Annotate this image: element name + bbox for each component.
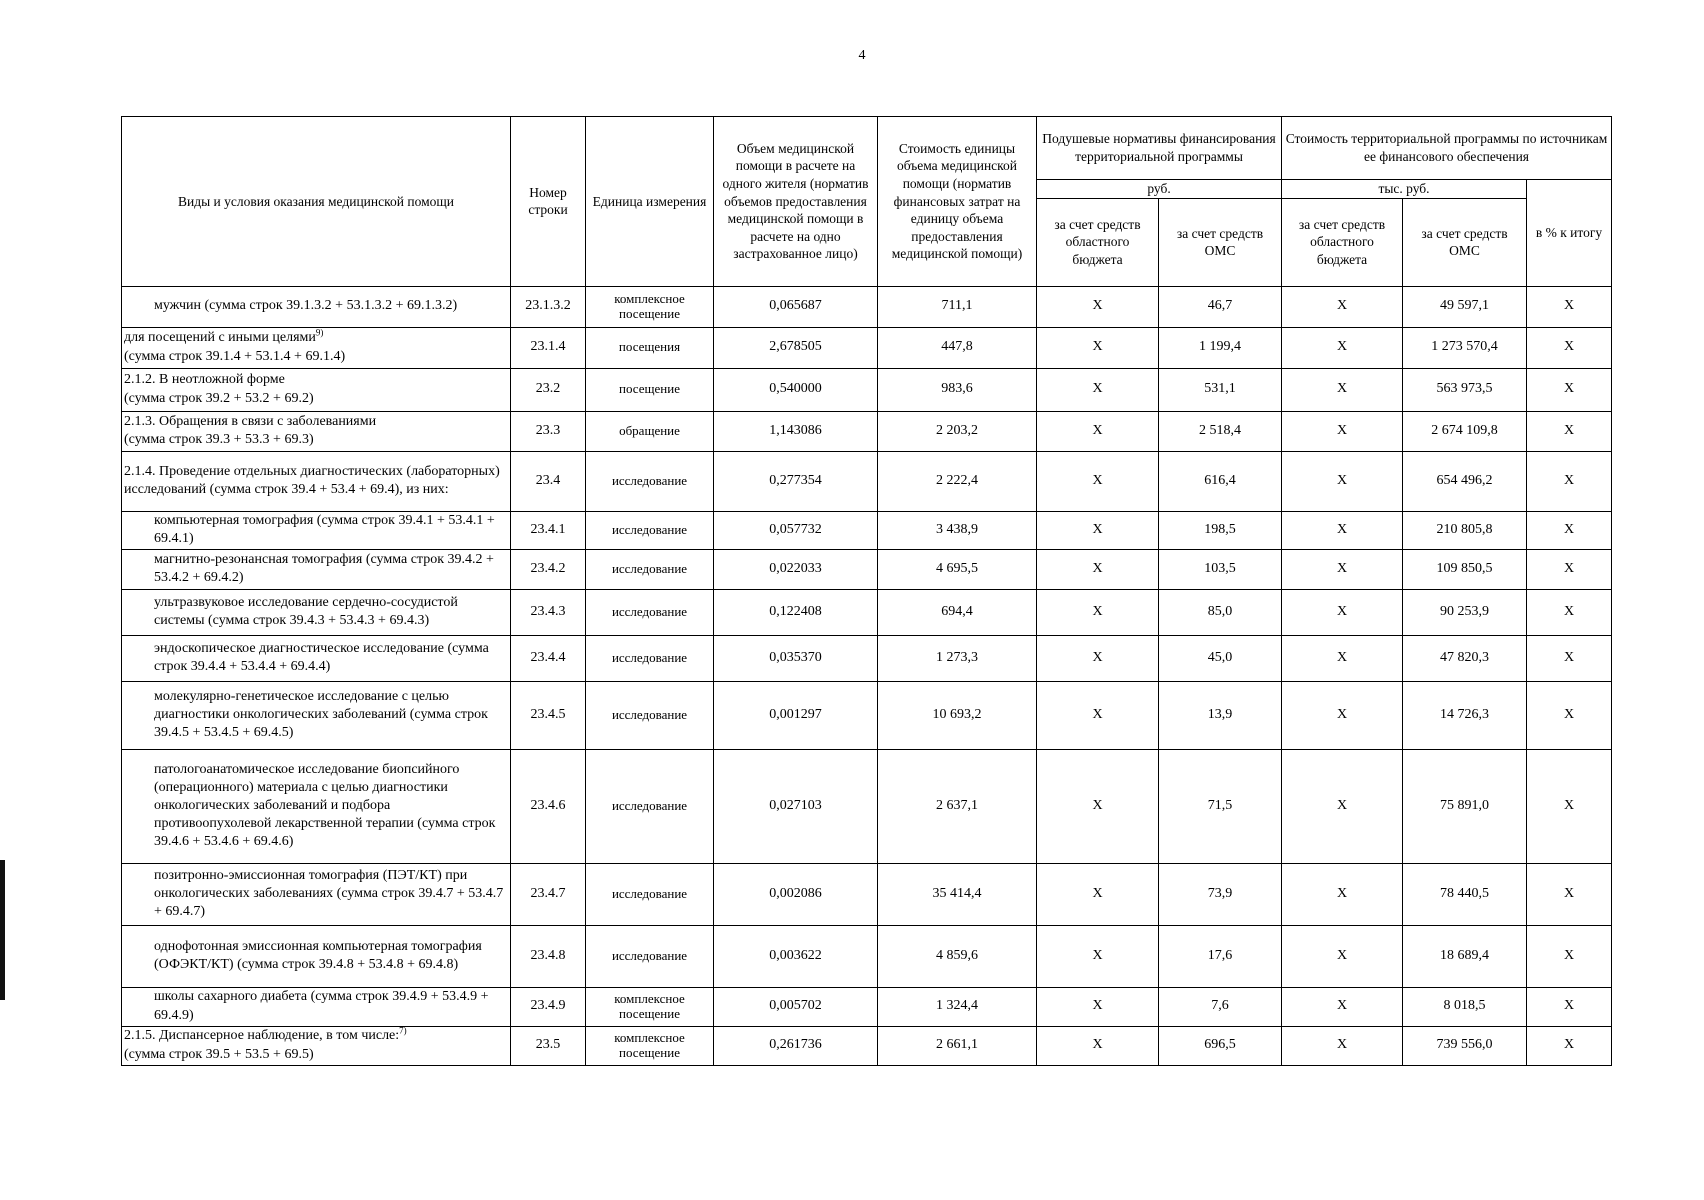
row-tp-oms: 75 891,0	[1403, 749, 1527, 863]
row-pc-oms: 13,9	[1159, 681, 1282, 749]
row-cost: 2 637,1	[878, 749, 1037, 863]
row-pct: X	[1527, 511, 1612, 549]
row-name	[122, 411, 511, 451]
row-unit: исследование	[586, 635, 714, 681]
row-pc-oms: 2 518,4	[1159, 411, 1282, 451]
row-number: 23.4.2	[511, 549, 586, 589]
row-unit: обращение	[586, 411, 714, 451]
row-volume: 0,540000	[714, 368, 878, 411]
row-number: 23.1.4	[511, 327, 586, 368]
row-name-formula: (сумма строк 39.5 + 53.5 + 69.5)	[124, 1046, 314, 1062]
row-name: компьютерная томография (сумма строк 39.4.1 + 53.4.1 + 69.4.1)	[122, 511, 511, 549]
row-tp-budget: X	[1282, 549, 1403, 589]
row-pc-budget: X	[1037, 286, 1159, 327]
row-volume: 0,022033	[714, 549, 878, 589]
row-pc-oms: 17,6	[1159, 925, 1282, 987]
row-volume: 0,122408	[714, 589, 878, 635]
row-unit: исследование	[586, 549, 714, 589]
row-number: 23.2	[511, 368, 586, 411]
row-pct: X	[1527, 749, 1612, 863]
row-tp-budget: X	[1282, 589, 1403, 635]
row-number: 23.4.4	[511, 635, 586, 681]
row-cost: 3 438,9	[878, 511, 1037, 549]
row-name: магнитно-резонансная томография (сумма строк 39.4.2 + 53.4.2 + 69.4.2)	[122, 549, 511, 589]
row-tp-oms: 1 273 570,4	[1403, 327, 1527, 368]
header-tp-regional-budget: за счет средств областного бюджета	[1282, 198, 1403, 286]
row-cost: 35 414,4	[878, 863, 1037, 925]
row-volume: 0,057732	[714, 511, 878, 549]
financing-table	[121, 116, 1612, 1066]
row-name: позитронно-эмиссионная томография (ПЭТ/КТ) при онкологических заболеваниях (сумма строк 39.4.7 + 53.4.7 + 69.4.7)	[122, 863, 511, 925]
header-per-capita-currency: руб.	[1037, 180, 1282, 199]
row-tp-oms: 8 018,5	[1403, 987, 1527, 1026]
row-pc-budget: X	[1037, 635, 1159, 681]
row-volume: 0,027103	[714, 749, 878, 863]
row-pc-budget: X	[1037, 589, 1159, 635]
table-header	[122, 117, 1612, 287]
row-pct: X	[1527, 987, 1612, 1026]
row-number: 23.4.7	[511, 863, 586, 925]
header-kind: Виды и условия оказания медицинской помощи	[122, 117, 511, 287]
row-tp-budget: X	[1282, 368, 1403, 411]
row-pct: X	[1527, 327, 1612, 368]
row-number: 23.4.8	[511, 925, 586, 987]
row-pc-budget: X	[1037, 451, 1159, 511]
row-name-text: 2.1.3. Обращения в связи с заболеваниями	[124, 413, 377, 429]
row-tp-budget: X	[1282, 635, 1403, 681]
row-volume: 2,678505	[714, 327, 878, 368]
row-number: 23.4.6	[511, 749, 586, 863]
row-volume: 0,065687	[714, 286, 878, 327]
row-volume: 0,003622	[714, 925, 878, 987]
header-pc-oms: за счет средств ОМС	[1159, 198, 1282, 286]
row-pc-budget: X	[1037, 368, 1159, 411]
table-row	[122, 925, 1612, 987]
row-pc-budget: X	[1037, 925, 1159, 987]
row-unit: посещения	[586, 327, 714, 368]
row-pct: X	[1527, 286, 1612, 327]
row-cost: 1 324,4	[878, 987, 1037, 1026]
row-tp-oms: 2 674 109,8	[1403, 411, 1527, 451]
row-volume: 0,001297	[714, 681, 878, 749]
row-unit: исследование	[586, 451, 714, 511]
row-unit: исследование	[586, 589, 714, 635]
header-row-number: Номер строки	[511, 117, 586, 287]
row-volume: 0,005702	[714, 987, 878, 1026]
row-pct: X	[1527, 863, 1612, 925]
row-cost: 1 273,3	[878, 635, 1037, 681]
row-cost: 4 695,5	[878, 549, 1037, 589]
row-pc-budget: X	[1037, 511, 1159, 549]
row-cost: 711,1	[878, 286, 1037, 327]
scan-edge-mark	[0, 860, 5, 1000]
row-pc-budget: X	[1037, 549, 1159, 589]
row-tp-oms: 14 726,3	[1403, 681, 1527, 749]
table-row	[122, 635, 1612, 681]
header-tp-oms: за счет средств ОМС	[1403, 198, 1527, 286]
header-per-capita: Подушевые нормативы финансирования территориальной программы	[1037, 117, 1282, 180]
table-row	[122, 749, 1612, 863]
row-number: 23.1.3.2	[511, 286, 586, 327]
row-pct: X	[1527, 925, 1612, 987]
row-cost: 983,6	[878, 368, 1037, 411]
row-unit: исследование	[586, 681, 714, 749]
row-volume: 0,277354	[714, 451, 878, 511]
row-cost: 2 661,1	[878, 1026, 1037, 1065]
row-pct: X	[1527, 635, 1612, 681]
row-number: 23.4.9	[511, 987, 586, 1026]
row-number: 23.4	[511, 451, 586, 511]
row-name-text: 2.1.2. В неотложной форме	[124, 372, 285, 388]
footnote-mark: 9)	[315, 327, 324, 338]
row-unit: исследование	[586, 925, 714, 987]
row-pc-oms: 1 199,4	[1159, 327, 1282, 368]
table-row	[122, 1026, 1612, 1065]
row-tp-budget: X	[1282, 327, 1403, 368]
header-unit-cost: Стоимость единицы объема медицинской помощи (норматив финансовых затрат на единицу объема предоставления медицинской помощи)	[878, 117, 1037, 287]
row-pc-oms: 46,7	[1159, 286, 1282, 327]
row-name: мужчин (сумма строк 39.1.3.2 + 53.1.3.2 + 69.1.3.2)	[122, 286, 511, 327]
row-tp-budget: X	[1282, 451, 1403, 511]
row-name: эндоскопическое диагностическое исследование (сумма строк 39.4.4 + 53.4.4 + 69.4.4)	[122, 635, 511, 681]
row-tp-oms: 49 597,1	[1403, 286, 1527, 327]
row-tp-budget: X	[1282, 863, 1403, 925]
table-row	[122, 511, 1612, 549]
row-volume: 0,035370	[714, 635, 878, 681]
row-tp-oms: 739 556,0	[1403, 1026, 1527, 1065]
table-row	[122, 368, 1612, 411]
row-name: ультразвуковое исследование сердечно-сосудистой системы (сумма строк 39.4.3 + 53.4.3 + 69.4.3)	[122, 589, 511, 635]
header-program-cost-currency: тыс. руб.	[1282, 180, 1527, 199]
row-tp-oms: 654 496,2	[1403, 451, 1527, 511]
row-pc-oms: 198,5	[1159, 511, 1282, 549]
row-tp-oms: 78 440,5	[1403, 863, 1527, 925]
row-cost: 2 222,4	[878, 451, 1037, 511]
row-name-formula: (сумма строк 39.2 + 53.2 + 69.2)	[124, 390, 314, 406]
row-tp-oms: 90 253,9	[1403, 589, 1527, 635]
header-volume: Объем медицинской помощи в расчете на одного жителя (норматив объемов предоставления медицинской помощи в расчете на одно застрахованное лицо)	[714, 117, 878, 287]
row-name: школы сахарного диабета (сумма строк 39.4.9 + 53.4.9 + 69.4.9)	[122, 987, 511, 1026]
row-cost: 10 693,2	[878, 681, 1037, 749]
row-tp-oms: 210 805,8	[1403, 511, 1527, 549]
header-program-cost: Стоимость территориальной программы по источникам ее финансового обеспечения	[1282, 117, 1612, 180]
row-tp-budget: X	[1282, 286, 1403, 327]
row-unit: исследование	[586, 863, 714, 925]
row-cost: 4 859,6	[878, 925, 1037, 987]
header-pc-regional-budget: за счет средств областного бюджета	[1037, 198, 1159, 286]
row-number: 23.4.5	[511, 681, 586, 749]
row-name: однофотонная эмиссионная компьютерная томография (ОФЭКТ/КТ) (сумма строк 39.4.8 + 53.4.8 + 69.4.8)	[122, 925, 511, 987]
row-unit: посещение	[586, 368, 714, 411]
row-unit: исследование	[586, 749, 714, 863]
row-number: 23.4.1	[511, 511, 586, 549]
row-pc-oms: 73,9	[1159, 863, 1282, 925]
row-name-text: для посещений с иными целями	[124, 330, 316, 346]
row-number: 23.4.3	[511, 589, 586, 635]
footnote-mark: 7)	[399, 1026, 407, 1036]
row-cost: 447,8	[878, 327, 1037, 368]
row-unit: комплексное посещение	[586, 286, 714, 327]
table-row	[122, 589, 1612, 635]
row-number: 23.3	[511, 411, 586, 451]
header-percent-total: в % к итогу	[1527, 180, 1612, 287]
row-tp-budget: X	[1282, 749, 1403, 863]
row-pc-oms: 696,5	[1159, 1026, 1282, 1065]
row-pct: X	[1527, 549, 1612, 589]
row-pct: X	[1527, 681, 1612, 749]
row-tp-budget: X	[1282, 681, 1403, 749]
table-row	[122, 549, 1612, 589]
row-tp-budget: X	[1282, 411, 1403, 451]
row-volume: 1,143086	[714, 411, 878, 451]
table-row	[122, 681, 1612, 749]
row-pc-budget: X	[1037, 987, 1159, 1026]
row-tp-oms: 563 973,5	[1403, 368, 1527, 411]
page-number: 4	[858, 48, 866, 63]
row-unit: исследование	[586, 511, 714, 549]
row-volume: 0,261736	[714, 1026, 878, 1065]
row-pc-oms: 616,4	[1159, 451, 1282, 511]
row-pc-budget: X	[1037, 863, 1159, 925]
row-tp-budget: X	[1282, 925, 1403, 987]
row-tp-oms: 18 689,4	[1403, 925, 1527, 987]
row-name	[122, 327, 511, 368]
row-number: 23.5	[511, 1026, 586, 1065]
row-cost: 2 203,2	[878, 411, 1037, 451]
row-volume: 0,002086	[714, 863, 878, 925]
row-pc-oms: 85,0	[1159, 589, 1282, 635]
table-row	[122, 286, 1612, 327]
table-row	[122, 327, 1612, 368]
row-pc-budget: X	[1037, 681, 1159, 749]
row-name: молекулярно-генетическое исследование с целью диагностики онкологических заболеваний (сумма строк 39.4.5 + 53.4.5 + 69.4.5)	[122, 681, 511, 749]
table-body	[122, 286, 1612, 1065]
row-pc-oms: 45,0	[1159, 635, 1282, 681]
row-tp-oms: 47 820,3	[1403, 635, 1527, 681]
row-unit: комплексное посещение	[586, 987, 714, 1026]
table-row	[122, 411, 1612, 451]
row-pct: X	[1527, 1026, 1612, 1065]
table-row	[122, 451, 1612, 511]
row-name-formula: (сумма строк 39.3 + 53.3 + 69.3)	[124, 432, 314, 448]
row-pct: X	[1527, 451, 1612, 511]
row-pc-budget: X	[1037, 327, 1159, 368]
row-pc-budget: X	[1037, 749, 1159, 863]
row-pct: X	[1527, 589, 1612, 635]
row-pc-oms: 71,5	[1159, 749, 1282, 863]
row-pc-budget: X	[1037, 1026, 1159, 1065]
row-tp-budget: X	[1282, 511, 1403, 549]
row-pc-budget: X	[1037, 411, 1159, 451]
row-pc-oms: 103,5	[1159, 549, 1282, 589]
header-unit: Единица измерения	[586, 117, 714, 287]
row-pct: X	[1527, 411, 1612, 451]
table-row	[122, 863, 1612, 925]
row-pc-oms: 7,6	[1159, 987, 1282, 1026]
row-pc-oms: 531,1	[1159, 368, 1282, 411]
row-cost: 694,4	[878, 589, 1037, 635]
row-name-formula: (сумма строк 39.1.4 + 53.1.4 + 69.1.4)	[124, 348, 346, 364]
row-tp-oms: 109 850,5	[1403, 549, 1527, 589]
row-tp-budget: X	[1282, 1026, 1403, 1065]
row-name-text: 2.1.5. Диспансерное наблюдение, в том числе:	[124, 1028, 400, 1044]
row-name: патологоанатомическое исследование биопсийного (операционного) материала с целью диагностики онкологических заболеваний и подбора противоопухолевой лекарственной терапии (сумма строк 39.4.6 + 53.4.6 + 69.4.6)	[122, 749, 511, 863]
table-row	[122, 987, 1612, 1026]
row-pct: X	[1527, 368, 1612, 411]
row-tp-budget: X	[1282, 987, 1403, 1026]
row-name	[122, 1026, 511, 1065]
row-unit: комплексное посещение	[586, 1026, 714, 1065]
row-name: 2.1.4. Проведение отдельных диагностических (лабораторных) исследований (сумма строк 39.4 + 53.4 + 69.4), из них:	[122, 451, 511, 511]
row-name	[122, 368, 511, 411]
